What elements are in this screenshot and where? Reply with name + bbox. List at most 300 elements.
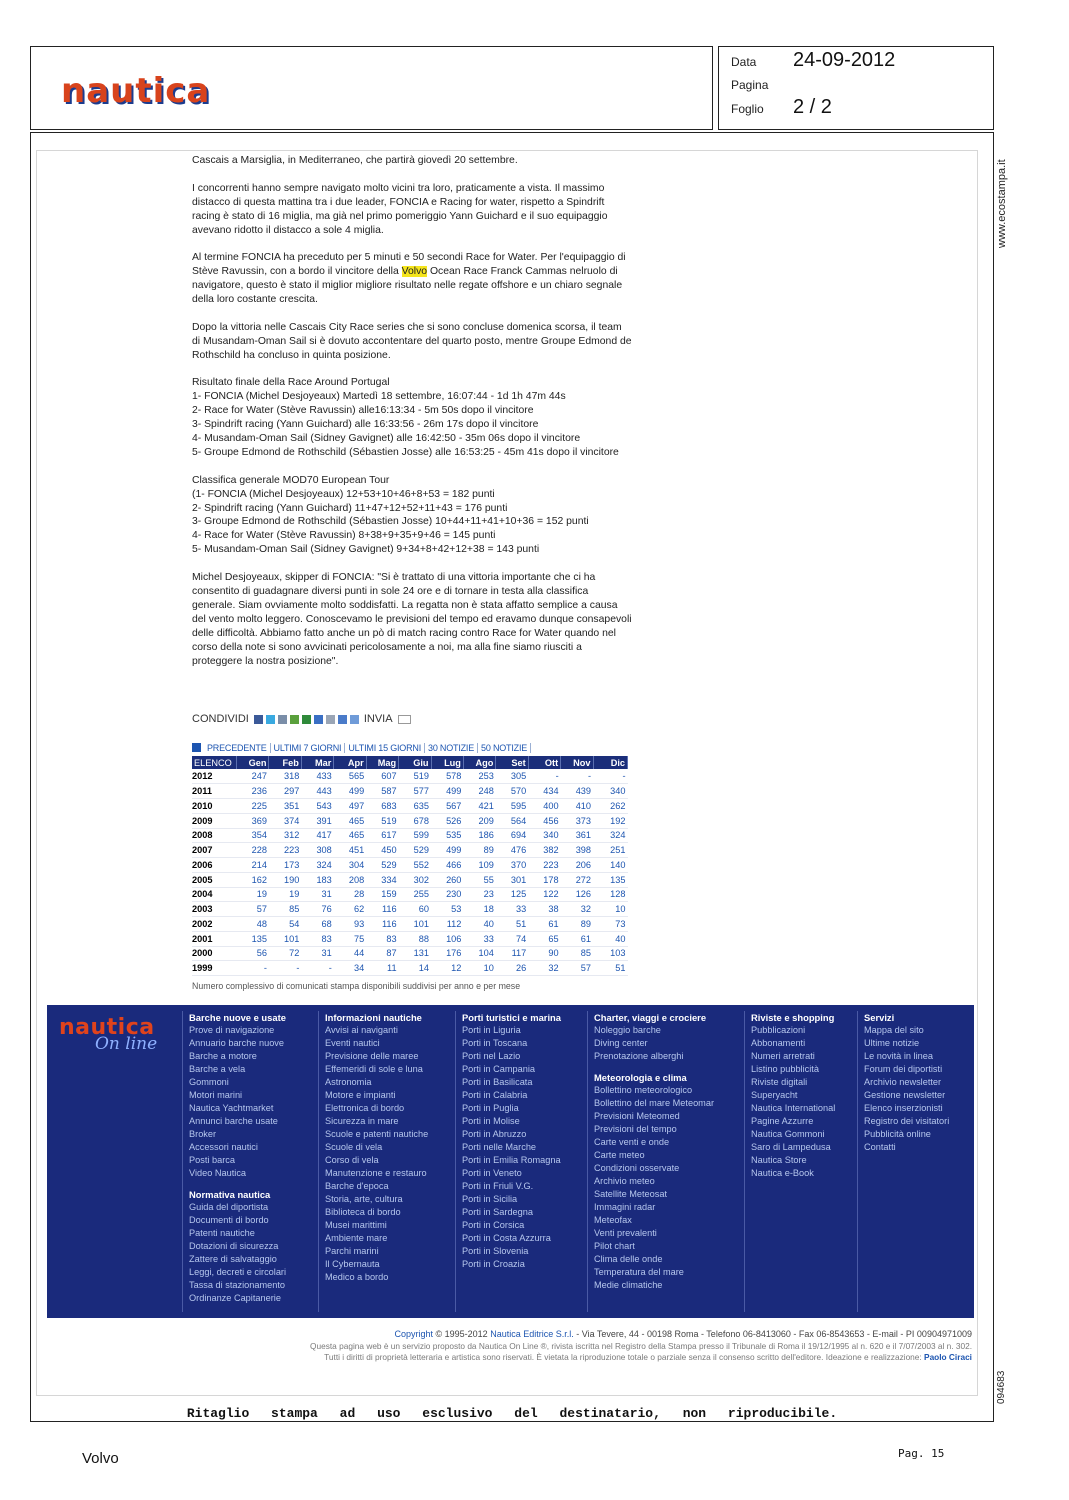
- count-cell[interactable]: 361: [561, 828, 593, 843]
- count-cell[interactable]: 301: [496, 872, 528, 887]
- footer-link[interactable]: Nautica International: [751, 1103, 836, 1113]
- footer-link[interactable]: Prenotazione alberghi: [594, 1051, 684, 1061]
- count-cell[interactable]: 190: [269, 872, 301, 887]
- count-cell[interactable]: 577: [399, 784, 431, 799]
- footer-link[interactable]: Astronomia: [325, 1077, 372, 1087]
- count-cell[interactable]: 206: [561, 858, 593, 873]
- tab-ultimi-7[interactable]: ULTIMI 7 GIORNI: [271, 743, 346, 753]
- footer-link[interactable]: Gommoni: [189, 1077, 229, 1087]
- count-cell[interactable]: 439: [561, 784, 593, 799]
- footer-link[interactable]: Forum dei diportisti: [864, 1064, 943, 1074]
- footer-link[interactable]: Medico a bordo: [325, 1272, 389, 1282]
- count-cell[interactable]: 38: [528, 902, 560, 917]
- footer-link[interactable]: Porti in Puglia: [462, 1103, 519, 1113]
- footer-link[interactable]: Scuole di vela: [325, 1142, 383, 1152]
- count-cell[interactable]: 101: [269, 931, 301, 946]
- tab-precedente[interactable]: PRECEDENTE: [204, 743, 271, 753]
- footer-link[interactable]: Il Cybernauta: [325, 1259, 380, 1269]
- count-cell[interactable]: 10: [593, 902, 627, 917]
- footer-link[interactable]: Porti in Sicilia: [462, 1194, 518, 1204]
- footer-link[interactable]: Previsioni del tempo: [594, 1124, 677, 1134]
- footer-heading[interactable]: Porti turistici e marina: [462, 1012, 561, 1023]
- footer-link[interactable]: Ambiente mare: [325, 1233, 388, 1243]
- count-cell[interactable]: 85: [269, 902, 301, 917]
- count-cell[interactable]: 370: [496, 858, 528, 873]
- footer-link[interactable]: Riviste digitali: [751, 1077, 808, 1087]
- count-cell[interactable]: -: [528, 769, 560, 784]
- share-icon[interactable]: [302, 715, 311, 724]
- count-cell[interactable]: 89: [463, 843, 495, 858]
- footer-link[interactable]: Nautica Gommoni: [751, 1129, 825, 1139]
- envelope-icon[interactable]: [398, 715, 411, 724]
- count-cell[interactable]: 374: [269, 813, 301, 828]
- footer-link[interactable]: Parchi marini: [325, 1246, 379, 1256]
- bookmark-icon[interactable]: [290, 715, 299, 724]
- count-cell[interactable]: 228: [237, 843, 269, 858]
- count-cell[interactable]: 334: [366, 872, 398, 887]
- footer-link[interactable]: Porti in Sardegna: [462, 1207, 533, 1217]
- count-cell[interactable]: 499: [334, 784, 366, 799]
- footer-link[interactable]: Porti in Veneto: [462, 1168, 522, 1178]
- count-cell[interactable]: 373: [561, 813, 593, 828]
- footer-link[interactable]: Pubblicità online: [864, 1129, 931, 1139]
- footer-link[interactable]: Pilot chart: [594, 1241, 635, 1251]
- count-cell[interactable]: 526: [431, 813, 463, 828]
- footer-link[interactable]: Dotazioni di sicurezza: [189, 1241, 279, 1251]
- publisher-link[interactable]: Nautica Editrice S.r.l.: [490, 1329, 574, 1339]
- count-cell[interactable]: 251: [593, 843, 627, 858]
- count-cell[interactable]: 451: [334, 843, 366, 858]
- count-cell[interactable]: 354: [237, 828, 269, 843]
- count-cell[interactable]: 51: [593, 961, 627, 976]
- footer-link[interactable]: Clima delle onde: [594, 1254, 663, 1264]
- count-cell[interactable]: -: [237, 961, 269, 976]
- count-cell[interactable]: 578: [431, 769, 463, 784]
- count-cell[interactable]: 159: [366, 887, 398, 902]
- footer-link[interactable]: Annuario barche nuove: [189, 1038, 285, 1048]
- count-cell[interactable]: 40: [593, 931, 627, 946]
- count-cell[interactable]: 499: [431, 784, 463, 799]
- footer-link[interactable]: Effemeridi di sole e luna: [325, 1064, 423, 1074]
- count-cell[interactable]: 255: [399, 887, 431, 902]
- count-cell[interactable]: 529: [399, 843, 431, 858]
- footer-link[interactable]: Motori marini: [189, 1090, 243, 1100]
- footer-heading[interactable]: Normativa nautica: [189, 1189, 271, 1200]
- footer-link[interactable]: Contatti: [864, 1142, 896, 1152]
- count-cell[interactable]: 297: [269, 784, 301, 799]
- footer-link[interactable]: Corso di vela: [325, 1155, 379, 1165]
- footer-link[interactable]: Venti prevalenti: [594, 1228, 657, 1238]
- count-cell[interactable]: 126: [561, 887, 593, 902]
- count-cell[interactable]: 68: [301, 917, 333, 932]
- footer-link[interactable]: Porti in Molise: [462, 1116, 520, 1126]
- count-cell[interactable]: 391: [301, 813, 333, 828]
- footer-link[interactable]: Noleggio barche: [594, 1025, 661, 1035]
- count-cell[interactable]: 192: [593, 813, 627, 828]
- count-cell[interactable]: 117: [496, 946, 528, 961]
- footer-heading[interactable]: Meteorologia e clima: [594, 1072, 687, 1083]
- share-icon[interactable]: [350, 715, 359, 724]
- count-cell[interactable]: 51: [496, 917, 528, 932]
- count-cell[interactable]: 567: [431, 799, 463, 814]
- share-icon[interactable]: [338, 715, 347, 724]
- footer-link[interactable]: Immagini radar: [594, 1202, 656, 1212]
- count-cell[interactable]: 128: [593, 887, 627, 902]
- count-cell[interactable]: 106: [431, 931, 463, 946]
- count-cell[interactable]: 162: [237, 872, 269, 887]
- count-cell[interactable]: 56: [237, 946, 269, 961]
- count-cell[interactable]: 382: [528, 843, 560, 858]
- footer-link[interactable]: Leggi, decreti e circolari: [189, 1267, 287, 1277]
- footer-link[interactable]: Nautica e-Book: [751, 1168, 814, 1178]
- footer-link[interactable]: Numeri arretrati: [751, 1051, 815, 1061]
- footer-link[interactable]: Porti in Calabria: [462, 1090, 528, 1100]
- share-icon[interactable]: [314, 715, 323, 724]
- count-cell[interactable]: 678: [399, 813, 431, 828]
- count-cell[interactable]: 476: [496, 843, 528, 858]
- footer-link[interactable]: Porti in Liguria: [462, 1025, 521, 1035]
- footer-link[interactable]: Posti barca: [189, 1155, 235, 1165]
- count-cell[interactable]: 90: [528, 946, 560, 961]
- count-cell[interactable]: 11: [366, 961, 398, 976]
- count-cell[interactable]: 85: [561, 946, 593, 961]
- footer-link[interactable]: Porti in Abruzzo: [462, 1129, 527, 1139]
- count-cell[interactable]: 466: [431, 858, 463, 873]
- count-cell[interactable]: 248: [463, 784, 495, 799]
- count-cell[interactable]: 253: [463, 769, 495, 784]
- count-cell[interactable]: 499: [431, 843, 463, 858]
- count-cell[interactable]: 683: [366, 799, 398, 814]
- footer-link[interactable]: Scuole e patenti nautiche: [325, 1129, 429, 1139]
- count-cell[interactable]: 351: [269, 799, 301, 814]
- footer-link[interactable]: Bollettino del mare Meteomar: [594, 1098, 715, 1108]
- count-cell[interactable]: 599: [399, 828, 431, 843]
- count-cell[interactable]: 308: [301, 843, 333, 858]
- count-cell[interactable]: 83: [301, 931, 333, 946]
- facebook-icon[interactable]: [254, 715, 263, 724]
- count-cell[interactable]: 410: [561, 799, 593, 814]
- footer-link[interactable]: Carte meteo: [594, 1150, 645, 1160]
- count-cell[interactable]: 32: [561, 902, 593, 917]
- footer-link[interactable]: Ultime notizie: [864, 1038, 920, 1048]
- footer-heading[interactable]: Riviste e shopping: [751, 1012, 835, 1023]
- count-cell[interactable]: 324: [593, 828, 627, 843]
- footer-link[interactable]: Previsioni Meteomed: [594, 1111, 680, 1121]
- footer-link[interactable]: Sicurezza in mare: [325, 1116, 399, 1126]
- count-cell[interactable]: 104: [463, 946, 495, 961]
- footer-link[interactable]: Broker: [189, 1129, 217, 1139]
- footer-link[interactable]: Porti nelle Marche: [462, 1142, 537, 1152]
- count-cell[interactable]: 398: [561, 843, 593, 858]
- count-cell[interactable]: 552: [399, 858, 431, 873]
- footer-link[interactable]: Carte venti e onde: [594, 1137, 670, 1147]
- count-cell[interactable]: 135: [593, 872, 627, 887]
- count-cell[interactable]: 456: [528, 813, 560, 828]
- count-cell[interactable]: 32: [528, 961, 560, 976]
- count-cell[interactable]: 519: [366, 813, 398, 828]
- count-cell[interactable]: 122: [528, 887, 560, 902]
- author-link[interactable]: Paolo Ciraci: [924, 1352, 972, 1362]
- count-cell[interactable]: 183: [301, 872, 333, 887]
- footer-link[interactable]: Guida del diportista: [189, 1202, 269, 1212]
- footer-link[interactable]: Elettronica di bordo: [325, 1103, 405, 1113]
- footer-heading[interactable]: Barche nuove e usate: [189, 1012, 286, 1023]
- footer-link[interactable]: Barche a motore: [189, 1051, 257, 1061]
- count-cell[interactable]: 497: [334, 799, 366, 814]
- footer-link[interactable]: Previsione delle maree: [325, 1051, 419, 1061]
- count-cell[interactable]: 443: [301, 784, 333, 799]
- footer-link[interactable]: Porti in Toscana: [462, 1038, 528, 1048]
- count-cell[interactable]: 103: [593, 946, 627, 961]
- count-cell[interactable]: 400: [528, 799, 560, 814]
- count-cell[interactable]: 83: [366, 931, 398, 946]
- footer-link[interactable]: Barche d'epoca: [325, 1181, 389, 1191]
- count-cell[interactable]: 48: [237, 917, 269, 932]
- count-cell[interactable]: 28: [334, 887, 366, 902]
- count-cell[interactable]: 54: [269, 917, 301, 932]
- count-cell[interactable]: 89: [561, 917, 593, 932]
- tab-ultimi-15[interactable]: ULTIMI 15 GIORNI: [345, 743, 425, 753]
- footer-link[interactable]: Accessori nautici: [189, 1142, 258, 1152]
- count-cell[interactable]: 262: [593, 799, 627, 814]
- footer-heading[interactable]: Servizi: [864, 1012, 895, 1023]
- count-cell[interactable]: 417: [301, 828, 333, 843]
- count-cell[interactable]: 214: [237, 858, 269, 873]
- count-cell[interactable]: 260: [431, 872, 463, 887]
- footer-link[interactable]: Pubblicazioni: [751, 1025, 806, 1035]
- count-cell[interactable]: 305: [496, 769, 528, 784]
- count-cell[interactable]: 223: [269, 843, 301, 858]
- count-cell[interactable]: 176: [431, 946, 463, 961]
- footer-link[interactable]: Le novità in linea: [864, 1051, 933, 1061]
- count-cell[interactable]: 312: [269, 828, 301, 843]
- footer-link[interactable]: Annunci barche usate: [189, 1116, 278, 1126]
- count-cell[interactable]: 116: [366, 902, 398, 917]
- count-cell[interactable]: -: [269, 961, 301, 976]
- tab-30-notizie[interactable]: 30 NOTIZIE: [425, 743, 478, 753]
- footer-link[interactable]: Porti in Croazia: [462, 1259, 525, 1269]
- count-cell[interactable]: 62: [334, 902, 366, 917]
- page-number: Pag. 15: [898, 1447, 945, 1460]
- count-cell[interactable]: 19: [269, 887, 301, 902]
- footer-link[interactable]: Porti in Campania: [462, 1064, 536, 1074]
- footer-link[interactable]: Porti in Costa Azzurra: [462, 1233, 551, 1243]
- count-cell[interactable]: 101: [399, 917, 431, 932]
- count-cell[interactable]: 324: [301, 858, 333, 873]
- count-cell[interactable]: 57: [237, 902, 269, 917]
- copyright-link[interactable]: Copyright: [394, 1329, 434, 1339]
- count-cell[interactable]: 61: [561, 931, 593, 946]
- count-cell[interactable]: 44: [334, 946, 366, 961]
- count-cell[interactable]: 617: [366, 828, 398, 843]
- footer-link[interactable]: Motore e impianti: [325, 1090, 396, 1100]
- footer-link[interactable]: Abbonamenti: [751, 1038, 806, 1048]
- footer-link[interactable]: Porti in Friuli V.G.: [462, 1181, 534, 1191]
- count-cell[interactable]: 140: [593, 858, 627, 873]
- footer-link[interactable]: Listino pubblicità: [751, 1064, 819, 1074]
- nautica-online-logo[interactable]: [59, 1015, 158, 1054]
- count-cell[interactable]: 421: [463, 799, 495, 814]
- count-cell[interactable]: 519: [399, 769, 431, 784]
- footer-link[interactable]: Gestione newsletter: [864, 1090, 946, 1100]
- count-cell[interactable]: 565: [334, 769, 366, 784]
- footer-link[interactable]: Condizioni osservate: [594, 1163, 680, 1173]
- count-cell[interactable]: 88: [399, 931, 431, 946]
- count-cell[interactable]: 31: [301, 946, 333, 961]
- footer-link[interactable]: Bollettino meteorologico: [594, 1085, 693, 1095]
- footer-link[interactable]: Musei marittimi: [325, 1220, 387, 1230]
- article-body: [192, 154, 632, 682]
- count-cell[interactable]: -: [593, 769, 627, 784]
- count-cell[interactable]: 607: [366, 769, 398, 784]
- footer-link[interactable]: Patenti nautiche: [189, 1228, 255, 1238]
- invia-label[interactable]: INVIA: [363, 713, 393, 725]
- footer-link[interactable]: Satellite Meteosat: [594, 1189, 668, 1199]
- footer-heading[interactable]: Informazioni nautiche: [325, 1012, 422, 1023]
- count-cell[interactable]: 272: [561, 872, 593, 887]
- count-cell[interactable]: 209: [463, 813, 495, 828]
- footer-link[interactable]: Porti in Emilia Romagna: [462, 1155, 561, 1165]
- count-cell[interactable]: 535: [431, 828, 463, 843]
- count-cell[interactable]: 19: [237, 887, 269, 902]
- count-cell[interactable]: 247: [237, 769, 269, 784]
- footer-link[interactable]: Nautica Store: [751, 1155, 807, 1165]
- count-cell[interactable]: 74: [496, 931, 528, 946]
- tab-50-notizie[interactable]: 50 NOTIZIE: [478, 743, 531, 753]
- footer-link[interactable]: Temperatura del mare: [594, 1267, 684, 1277]
- count-cell[interactable]: 10: [463, 961, 495, 976]
- footer-link[interactable]: Meteofax: [594, 1215, 632, 1225]
- footer-link[interactable]: Eventi nautici: [325, 1038, 380, 1048]
- arrow-left-icon[interactable]: [192, 743, 201, 752]
- share-icon[interactable]: [326, 715, 335, 724]
- footer-link[interactable]: Biblioteca di bordo: [325, 1207, 401, 1217]
- footer-link[interactable]: Porti in Corsica: [462, 1220, 525, 1230]
- footer-link[interactable]: Porti in Basilicata: [462, 1077, 533, 1087]
- count-cell[interactable]: 87: [366, 946, 398, 961]
- count-cell[interactable]: 33: [463, 931, 495, 946]
- count-cell[interactable]: 208: [334, 872, 366, 887]
- footer-link[interactable]: Video Nautica: [189, 1168, 247, 1178]
- footer-link[interactable]: Mappa del sito: [864, 1025, 924, 1035]
- count-cell[interactable]: 60: [399, 902, 431, 917]
- count-cell[interactable]: 433: [301, 769, 333, 784]
- count-cell[interactable]: 55: [463, 872, 495, 887]
- count-cell[interactable]: 109: [463, 858, 495, 873]
- count-cell[interactable]: 61: [528, 917, 560, 932]
- count-cell[interactable]: 450: [366, 843, 398, 858]
- count-cell[interactable]: 340: [528, 828, 560, 843]
- footer-link[interactable]: Archivio meteo: [594, 1176, 655, 1186]
- footer-link[interactable]: Avvisi ai naviganti: [325, 1025, 398, 1035]
- count-cell[interactable]: 223: [528, 858, 560, 873]
- count-cell[interactable]: 125: [496, 887, 528, 902]
- count-cell[interactable]: 18: [463, 902, 495, 917]
- count-cell[interactable]: 694: [496, 828, 528, 843]
- count-cell[interactable]: 564: [496, 813, 528, 828]
- footer-link[interactable]: Superyacht: [751, 1090, 798, 1100]
- footer-link[interactable]: Pagine Azzurre: [751, 1116, 814, 1126]
- footer-link[interactable]: Storia, arte, cultura: [325, 1194, 403, 1204]
- count-cell[interactable]: 14: [399, 961, 431, 976]
- count-cell[interactable]: 57: [561, 961, 593, 976]
- share-icon[interactable]: [278, 715, 287, 724]
- footer-heading[interactable]: Charter, viaggi e crociere: [594, 1012, 707, 1023]
- count-cell[interactable]: 465: [334, 813, 366, 828]
- count-cell[interactable]: 65: [528, 931, 560, 946]
- count-cell[interactable]: 178: [528, 872, 560, 887]
- count-cell[interactable]: -: [301, 961, 333, 976]
- twitter-icon[interactable]: [266, 715, 275, 724]
- footer-link[interactable]: Tassa di stazionamento: [189, 1280, 286, 1290]
- footer-link[interactable]: Medie climatiche: [594, 1280, 663, 1290]
- footer-link[interactable]: Porti in Slovenia: [462, 1246, 529, 1256]
- count-cell[interactable]: 570: [496, 784, 528, 799]
- count-cell[interactable]: 186: [463, 828, 495, 843]
- count-cell[interactable]: 434: [528, 784, 560, 799]
- footer-link[interactable]: Documenti di bordo: [189, 1215, 269, 1225]
- count-cell[interactable]: 34: [334, 961, 366, 976]
- footer-link[interactable]: Manutenzione e restauro: [325, 1168, 427, 1178]
- count-cell[interactable]: 12: [431, 961, 463, 976]
- count-cell[interactable]: 135: [237, 931, 269, 946]
- count-cell[interactable]: 72: [269, 946, 301, 961]
- count-cell[interactable]: 131: [399, 946, 431, 961]
- count-cell[interactable]: 116: [366, 917, 398, 932]
- count-cell[interactable]: 33: [496, 902, 528, 917]
- count-cell[interactable]: -: [561, 769, 593, 784]
- count-cell[interactable]: 587: [366, 784, 398, 799]
- count-cell[interactable]: 465: [334, 828, 366, 843]
- count-cell[interactable]: 31: [301, 887, 333, 902]
- footer-link[interactable]: Barche a vela: [189, 1064, 246, 1074]
- footer-link[interactable]: Porti nel Lazio: [462, 1051, 521, 1061]
- count-cell[interactable]: 304: [334, 858, 366, 873]
- footer-link[interactable]: Ordinanze Capitanerie: [189, 1293, 281, 1303]
- count-cell[interactable]: 73: [593, 917, 627, 932]
- footer-link[interactable]: Elenco inserzionisti: [864, 1103, 943, 1113]
- count-cell[interactable]: 23: [463, 887, 495, 902]
- footer-link[interactable]: Archivio newsletter: [864, 1077, 942, 1087]
- count-cell[interactable]: 230: [431, 887, 463, 902]
- count-cell[interactable]: 53: [431, 902, 463, 917]
- footer-link[interactable]: Nautica Yachtmarket: [189, 1103, 274, 1113]
- count-cell[interactable]: 595: [496, 799, 528, 814]
- count-cell[interactable]: 112: [431, 917, 463, 932]
- count-cell[interactable]: 302: [399, 872, 431, 887]
- footer-link[interactable]: Diving center: [594, 1038, 648, 1048]
- count-cell[interactable]: 369: [237, 813, 269, 828]
- count-cell[interactable]: 225: [237, 799, 269, 814]
- footer-link[interactable]: Saro di Lampedusa: [751, 1142, 831, 1152]
- count-cell[interactable]: 26: [496, 961, 528, 976]
- count-cell[interactable]: 543: [301, 799, 333, 814]
- count-cell[interactable]: 340: [593, 784, 627, 799]
- count-cell[interactable]: 529: [366, 858, 398, 873]
- count-cell[interactable]: 75: [334, 931, 366, 946]
- footer-link[interactable]: Prove di navigazione: [189, 1025, 275, 1035]
- count-cell[interactable]: 635: [399, 799, 431, 814]
- count-cell[interactable]: 40: [463, 917, 495, 932]
- count-cell[interactable]: 173: [269, 858, 301, 873]
- count-cell[interactable]: 318: [269, 769, 301, 784]
- footer-link[interactable]: Registro dei visitatori: [864, 1116, 950, 1126]
- count-cell[interactable]: 93: [334, 917, 366, 932]
- count-cell[interactable]: 236: [237, 784, 269, 799]
- count-cell[interactable]: 76: [301, 902, 333, 917]
- column-header-elenco[interactable]: ELENCO: [192, 756, 237, 769]
- footer-link[interactable]: Zattere di salvataggio: [189, 1254, 277, 1264]
